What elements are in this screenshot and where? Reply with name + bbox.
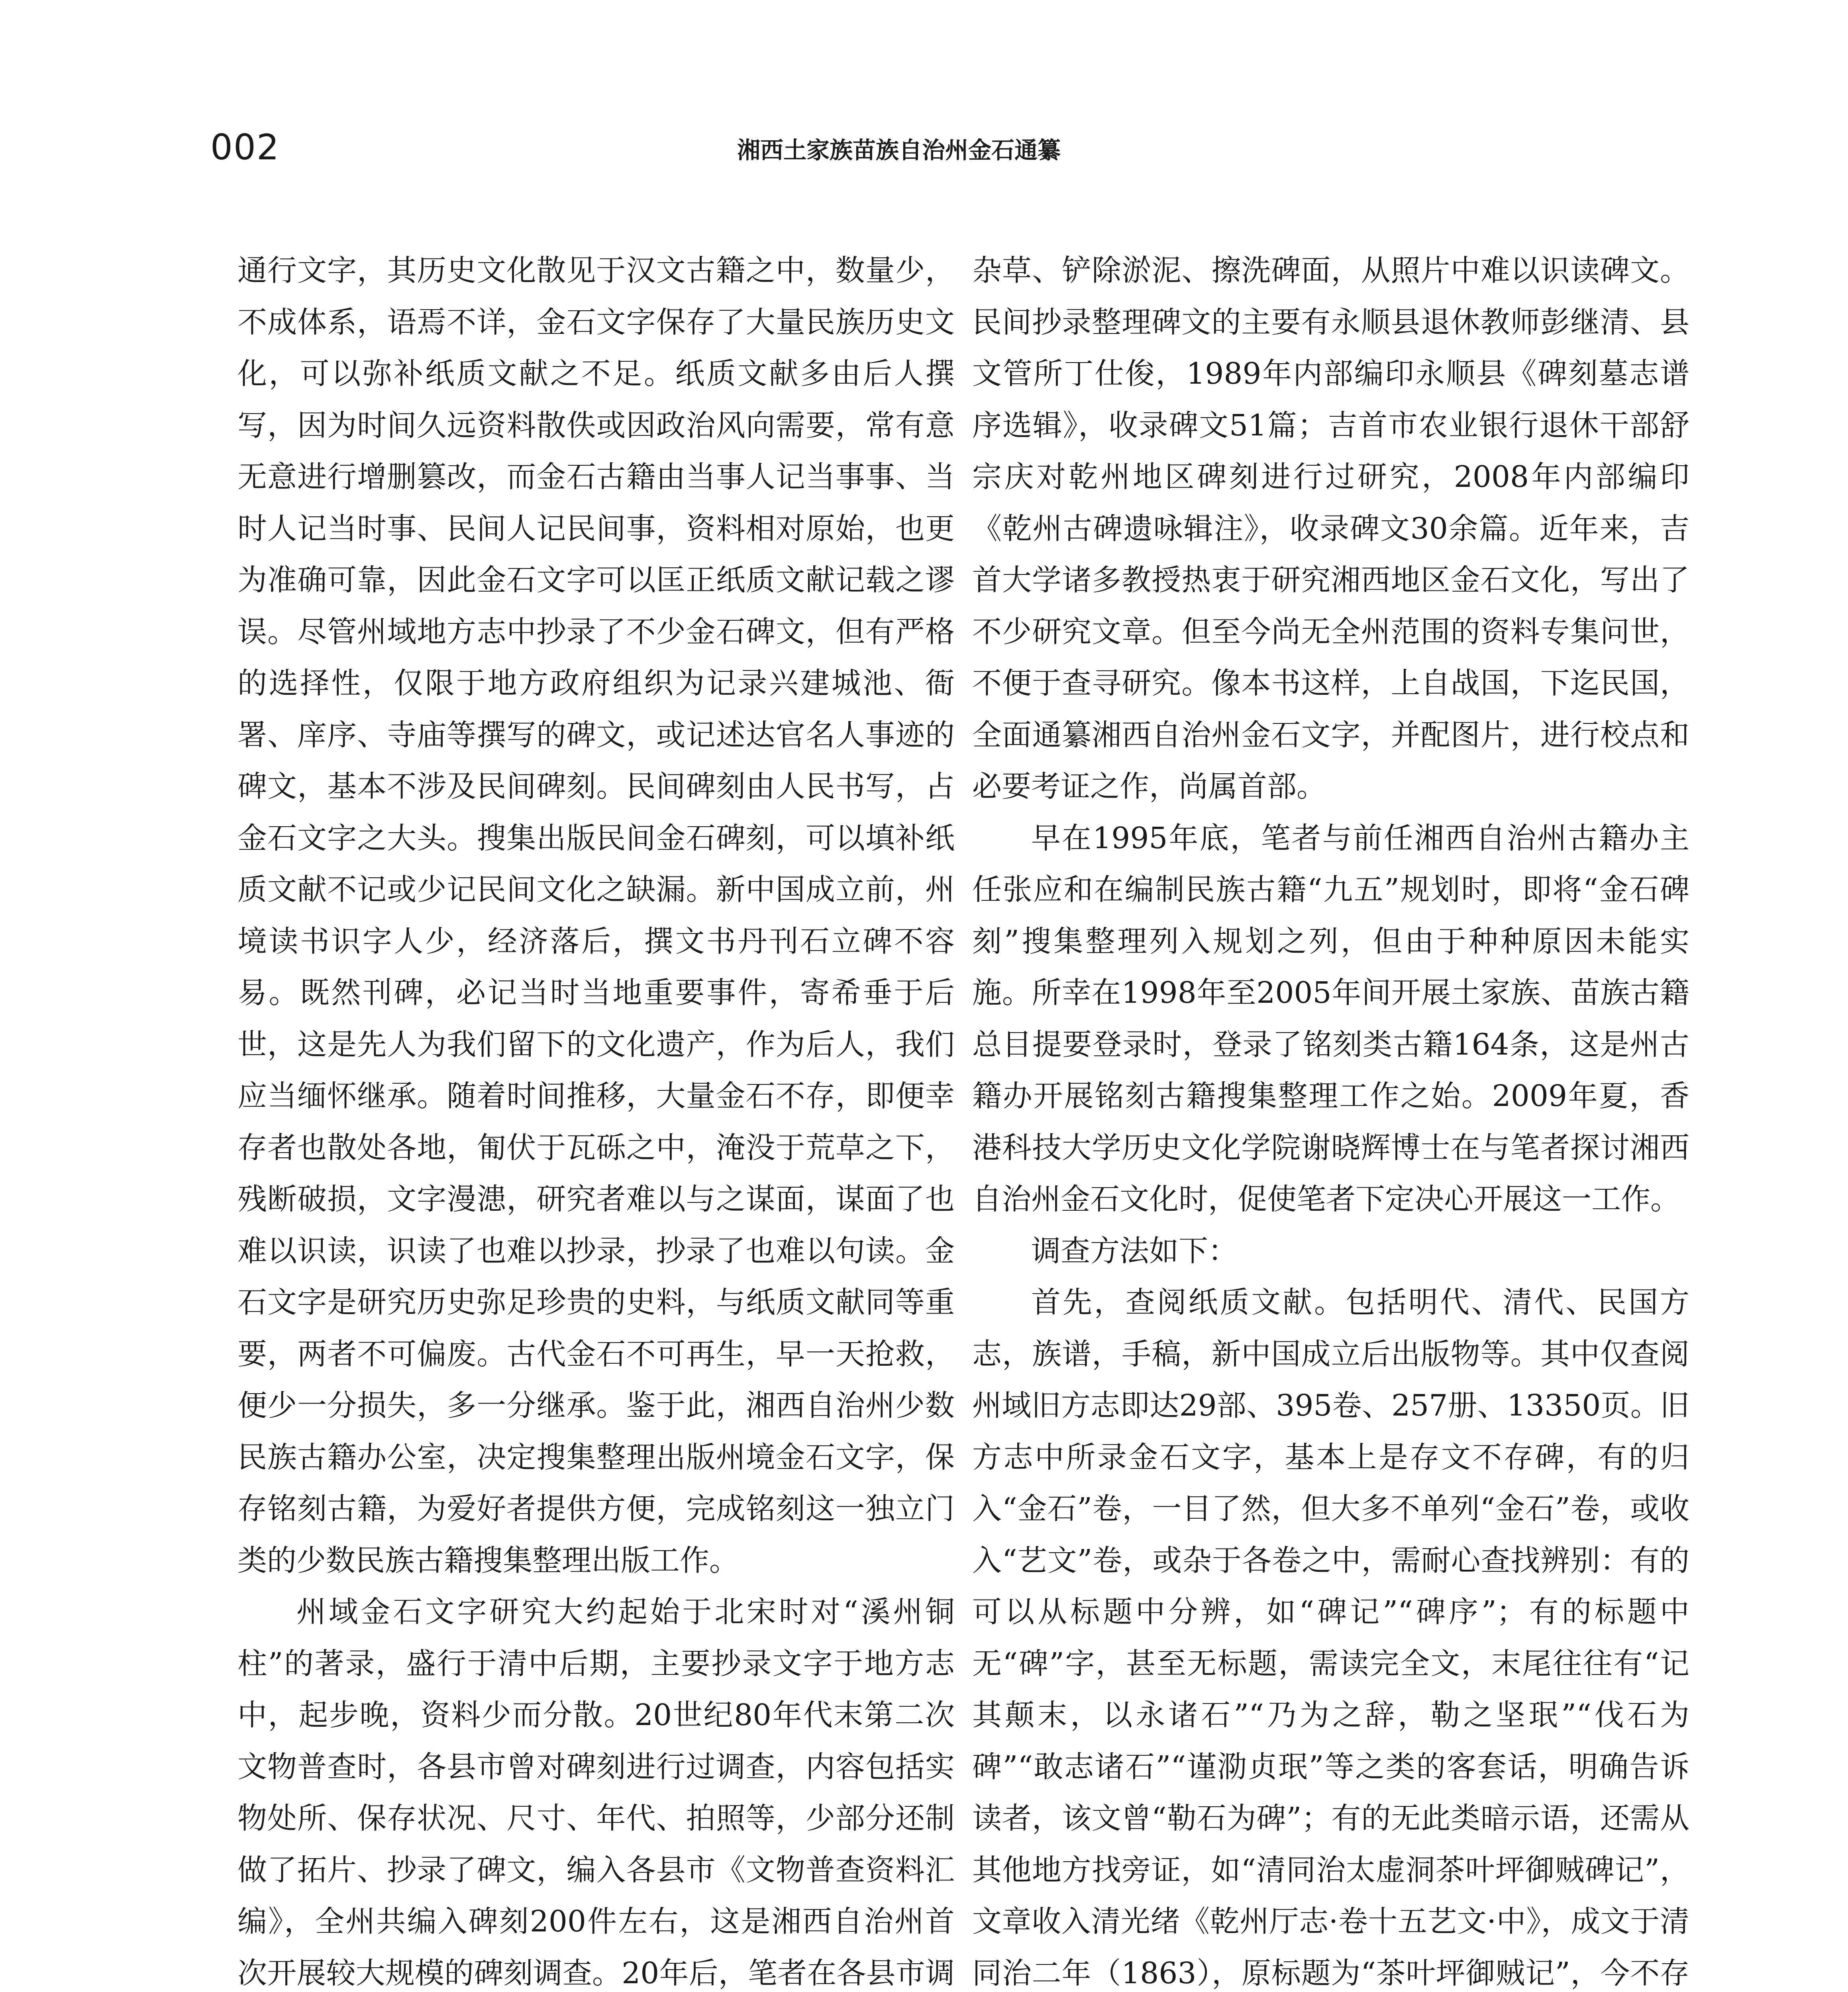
- right-paragraph-3: 调查方法如下：: [1031, 1233, 1238, 1268]
- left-column: [237, 245, 955, 1992]
- left-paragraph-1: 通行文字，其历史文化散见于汉文古籍之中，数量少，不成体系，语焉不详，金石文字保存了大量民族历史文化，可以弥补纸质文献之不足。纸质文献多由后人撰写，因为时间久远资料散佚或因政治风向需要，常有意无意进行增删篡改，而金石古籍由当事人记当事事、当时人记当时事、民间人记民间事，资料相对原始，也更为准确可靠，因此金石文字可以匡正纸质文献记载之谬误。尽管州域地方志中抄录了不少金石碑文，但有严格的选择性，仅限于地方政府组织为记录兴建城池、衙署、庠序、寺庙等撰写的碑文，或记述达官名人事迹的碑文，基本不涉及民间碑刻。民间碑刻由人民书写，占金石文字之大头。搜集出版民间金石碑刻，可以填补纸质文献不记或少记民间文化之缺漏。新中国成立前，州境读书识字人少，经济落后，撰文书丹刊石立碑不容易。既然刊碑，必记当时当地重要事件，寄希垂于后世，这是先人为我们留下的文化遗产，作为后人，我们应当缅怀继承。随着时间推移，大量金石不存，即便幸存者也散处各地，匍伏于瓦砾之中，淹没于荒草之下，残断破损，文字漫漶，研究者难以与之谋面，谋面了也难以识读，识读了也难以抄录，抄录了也难以句读。金石文字是研究历史弥足珍贵的史料，与纸质文献同等重要，两者不可偏废。古代金石不可再生，早一天抢救，便少一分损失，多一分继承。鉴于此，湘西自治州少数民族古籍办公室，决定搜集整理出版州境金石文字，保存铭刻古籍，为爱好者提供方便，完成铭刻这一独立门类的少数民族古籍搜集整理出版工作。: [237, 253, 955, 1578]
- page-number: 002: [210, 127, 280, 168]
- right-paragraph-1: 杂草、铲除淤泥、擦洗碑面，从照片中难以识读碑文。民间抄录整理碑文的主要有永顺县退休教师彭继清、县文管所丁仕俊，1989年内部编印永顺县《碑刻墓志谱序选辑》，收录碑文51篇；吉首市农业银行退休干部舒宗庆对乾州地区碑刻进行过研究，2008年内部编印《乾州古碑遗咏辑注》，收录碑文30余篇。近年来，吉首大学诸多教授热衷于研究湘西地区金石文化，写出了不少研究文章。但至今尚无全州范围的资料专集问世，不便于查寻研究。像本书这样，上自战国，下迄民国，全面通纂湘西自治州金石文字，并配图片，进行校点和必要考证之作，尚属首部。: [972, 253, 1689, 804]
- right-paragraph-2: 早在1995年底，笔者与前任湘西自治州古籍办主任张应和在编制民族古籍“九五”规划时，即将“金石碑刻”搜集整理列入规划之列，但由于种种原因未能实施。所幸在1998年至2005年间开展土家族、苗族古籍总目提要登录时，登录了铭刻类古籍164条，这是州古籍办开展铭刻古籍搜集整理工作之始。2009年夏，香港科技大学历史文化学院谢晓辉博士在与笔者探讨湘西自治州金石文化时，促使笔者下定决心开展这一工作。: [972, 821, 1689, 1216]
- left-paragraph-2: 州域金石文字研究大约起始于北宋时对“溪州铜柱”的著录，盛行于清中后期，主要抄录文字于地方志中，起步晚，资料少而分散。20世纪80年代末第二次文物普查时，各县市曾对碑刻进行过调查，内容包括实物处所、保存状况、尺寸、年代、拍照等，少部分还制做了拓片、抄录了碑文，编入各县市《文物普查资料汇编》，全州共编入碑刻200件左右，这是湘西自治州首次开展较大规模的碑刻调查。20年后，笔者在各县市调: [237, 1595, 955, 1990]
- running-title: 湘西土家族苗族自治州金石通纂: [737, 137, 1061, 164]
- right-column: [972, 245, 1689, 1992]
- right-paragraph-4: 首先，查阅纸质文献。包括明代、清代、民国方志，族谱，手稿，新中国成立后出版物等。其中仅查阅州域旧方志即达29部、395卷、257册、13350页。旧方志中所录金石文字，基本上是存文不存碑，有的归入“金石”卷，一目了然，但大多不单列“金石”卷，或收入“艺文”卷，或杂于各卷之中，需耐心查找辨别：有的可以从标题中分辨，如“碑记”“碑序”；有的标题中无“碑”字，甚至无标题，需读完全文，末尾往往有“记其颠末，以永诸石”“乃为之辞，勒之坚珉”“伐石为碑”“敢志诸石”“谨泐贞珉”等之类的客套话，明确告诉读者，该文曾“勒石为碑”；有的无此类暗示语，还需从其他地方找旁证，如“清同治太虚洞茶叶坪御贼碑记”，文章收入清光绪《乾州厅志·卷十五艺文·中》，成文于清同治二年（1863），原标题为“茶叶坪御贼记”，今不存: [972, 1285, 1689, 1990]
